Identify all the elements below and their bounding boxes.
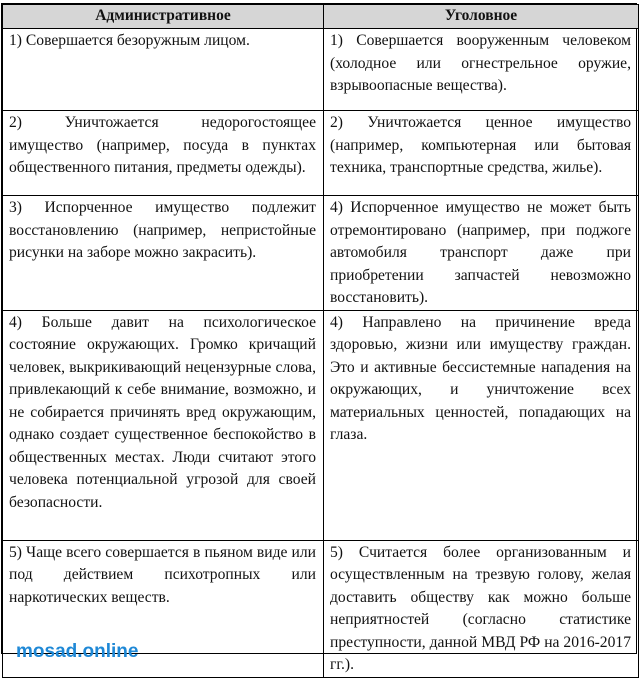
watermark-logo: mosad.online (16, 640, 139, 662)
header-row (3, 5, 639, 29)
cell-criminal: 5) Считается более организованным и осуществленным на трезвую голову, желая доставить обществу как можно больше неприятностей (согласно статистике преступности, данной МВД РФ на 2016-2017 гг.). (324, 540, 639, 677)
header-criminal: Уголовное (324, 5, 639, 29)
cell-criminal: 1) Совершается вооруженным человеком (холодное или огнестрельное оружие, взрывоопасные вещества). (324, 29, 639, 111)
cell-criminal: 4) Направлено на причинение вреда здоровью, жизни или имуществу граждан. Это и активные бессистемные нападения на окружающих, и уничтожение всех материальных ценностей, попадающих на глаза. (324, 310, 639, 540)
cell-administrative: 1) Совершается безоружным лицом. (3, 29, 324, 111)
cell-administrative: 3) Испорченное имущество подлежит восстановлению (например, непристойные рисунки на заборе можно закрасить). (3, 196, 324, 311)
comparison-table (2, 4, 639, 678)
table-row (3, 111, 639, 196)
table-row (3, 310, 639, 540)
cell-criminal: 4) Испорченное имущество не может быть отремонтировано (например, при поджоге автомобиля транспорт даже при приобретении запчастей невозможно восстановить). (324, 196, 639, 311)
cell-administrative: 2) Уничтожается недорогостоящее имущество (например, посуда в пунктах общественного питания, предметы одежды). (3, 111, 324, 196)
table-row (3, 29, 639, 111)
table-row (3, 196, 639, 311)
cell-criminal: 2) Уничтожается ценное имущество (например, компьютерная или бытовая техника, транспортные средства, жилье). (324, 111, 639, 196)
cell-administrative: 4) Больше давит на психологическое состояние окружающих. Громко кричащий человек, выкрикивающий нецензурные слова, привлекающий к себе внимание, возможно, и не собирается причинять вред окружающим, однако создает существенное беспокойство в общественных местах. Люди считают этого человека потенциальной угрозой для своей безопасности. (3, 310, 324, 540)
header-administrative: Административное (3, 5, 324, 29)
cell-administrative-with-watermark (3, 540, 324, 677)
table-row (3, 540, 639, 677)
comparison-document (1, 3, 637, 673)
cell-administrative: 5) Чаще всего совершается в пьяном виде или под действием психотропных или наркотических веществ. (9, 543, 316, 606)
